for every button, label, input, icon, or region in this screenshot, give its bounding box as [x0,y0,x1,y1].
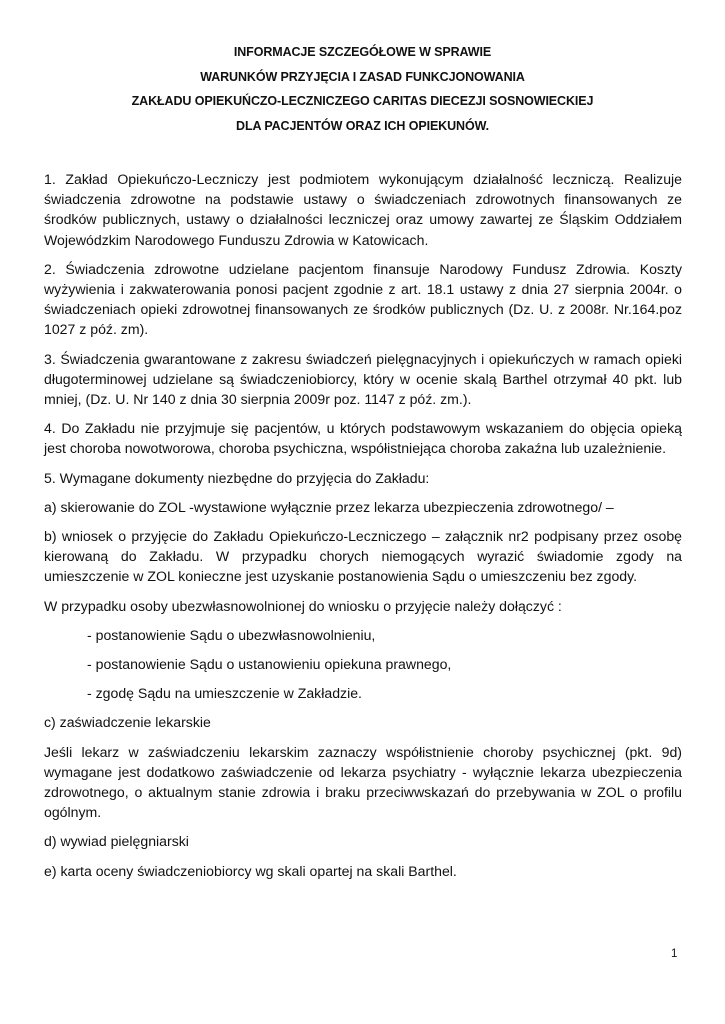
page-number: 1 [671,948,678,960]
document-header [0,40,725,138]
item-c-certificate: c) zaświadczenie lekarskie [44,714,211,731]
sub-item-2: - postanowienie Sądu o ustanowieniu opiekuna prawnego, [87,656,452,673]
psychiatric-note: Jeśli lekarz w zaświadczeniu lekarskim zaznaczy współistnienie choroby psychicznej (pkt. 9d) wymagane jest dodatkowo zaświadczenie od lekarza psychiatry - wyłącznie lekarza ubezpieczenia zdrowotnego, o aktualnym stanie zdrowia i braku przeciwwskazań do przebywania w ZOL o profilu ogólnym. [44,743,682,821]
paragraph-1: 1. Zakład Opiekuńczo-Leczniczy jest podmiotem wykonującym działalność leczniczą. Realizuje świadczenia zdrowotne na podstawie ustawy o świadczeniach zdrowotnych finansowanych ze środków publicznych, ustawy o działalności leczniczej oraz umowy zawartej ze Śląskim Oddziałem Wojewódzkim Narodowego Funduszu Zdrowia w Katowicach. [44,171,682,248]
item-d-nursing-interview: d) wywiad pielęgniarski [44,833,189,850]
paragraph-4: 4. Do Zakładu nie przyjmuje się pacjentów, u których podstawowym wskazaniem do objęcia opieką jest choroba nowotworowa, choroba psychiczna, współistniejąca choroba zakaźna lub uzależnienie. [44,420,682,457]
item-a-referral: a) skierowanie do ZOL -wystawione wyłącznie przez lekarza ubezpieczenia zdrowotnego/ – [44,498,614,515]
paragraph-2: 2. Świadczenia zdrowotne udzielane pacjentom finansuje Narodowy Fundusz Zdrowia. Koszty wyżywienia i zakwaterowania ponosi pacjent zgodnie z art. 18.1 ustawy z dnia 27 sierpnia 2004r. o świadczeniach opieki zdrowotnej finansowanych ze środków publicznych (Dz. U. z 2008r. Nr.164.poz 1027 z póź. zm). [44,260,682,338]
header-line-2: WARUNKÓW PRZYJĘCIA I ZASAD FUNKCJONOWANIA [200,69,525,84]
sub-item-3: - zgodę Sądu na umieszczenie w Zakładzie. [87,685,362,702]
header-line-4: DLA PACJENTÓW ORAZ ICH OPIEKUNÓW. [236,118,489,133]
header-line-1: INFORMACJE SZCZEGÓŁOWE W SPRAWIE [233,45,492,59]
item-e-barthel-card: e) karta oceny świadczeniobiorcy wg skali opartej na skali Barthel. [44,862,457,879]
paragraph-5: 5. Wymagane dokumenty niezbędne do przyjęcia do Zakładu: [44,469,430,486]
sub-item-1: - postanowienie Sądu o ubezwłasnowolnieniu, [87,626,376,643]
paragraph-3: 3. Świadczenia gwarantowane z zakresu świadczeń pielęgnacyjnych i opiekuńczych w ramach opieki długoterminowej udzielane są świadczeniobiorcy, który w ocenie skalą Barthel otrzymał 40 pkt. lub mniej, (Dz. U. Nr 140 z dnia 30 sierpnia 2009r poz. 1147 z póź. zm.). [44,350,682,408]
header-line-3: ZAKŁADU OPIEKUŃCZO-LECZNICZEGO CARITAS DIECEZJI SOSNOWIECKIEJ [131,94,594,108]
incapacitated-note: W przypadku osoby ubezwłasnowolnionej do wniosku o przyjęcie należy dołączyć : [44,597,562,614]
document-body [44,169,682,890]
item-b-application: b) wniosek o przyjęcie do Zakładu Opiekuńczo-Leczniczego – załącznik nr2 podpisany przez osobę kierowaną do Zakładu. W przypadku chorych niemogących wyrazić świadomie zgody na umieszczenie w ZOL konieczne jest uzyskanie postanowienia Sądu o umieszczeniu bez zgody. [44,528,682,585]
